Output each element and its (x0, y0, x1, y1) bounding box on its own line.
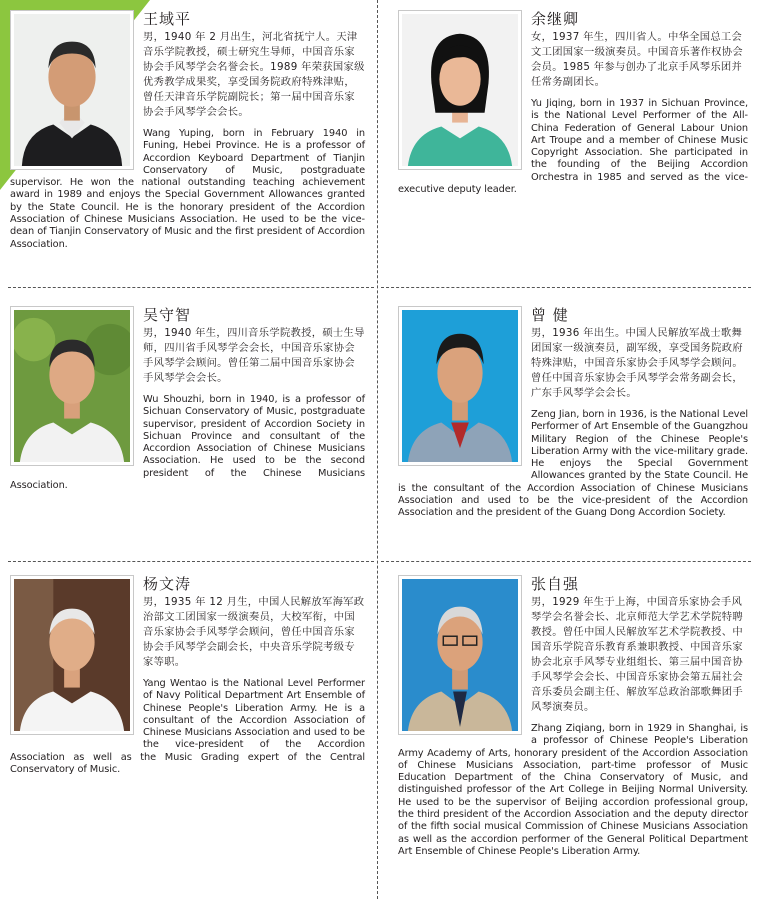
bio-entry-wu-shouzhi (10, 306, 365, 492)
row-divider-2-right (381, 561, 751, 562)
portrait-photo (398, 575, 522, 735)
person-name: 杨文涛 (143, 575, 192, 593)
person-name: 余继卿 (531, 10, 580, 28)
bio-english: Wu Shouzhi, born in 1940, is a professor of Sichuan Conservatory of Music, postgraduate supervisor, president of Accordion Society in Sichuan Province and consultant of the Accordion Association of Chinese Musicians Association. He used to be the second president of the Chinese Musicians Association. (10, 394, 365, 492)
portrait-photo (10, 575, 134, 735)
bio-chinese: 男，1940 年生，四川音乐学院教授，硕士生导师，四川省手风琴学会会长，中国音乐家协会手风琴学会顾问。曾任第二届中国音乐家协会手风琴学会会长。 (143, 327, 365, 384)
portrait-photo (10, 306, 134, 466)
bio-chinese: 女，1937 年生，四川省人。中华全国总工会文工团国家一级演奏员。中国音乐著作权协会会员。1985 年参与创办了北京手风琴乐团并任常务副团长。 (531, 31, 743, 88)
row-divider-1-right (381, 287, 751, 288)
person-name: 张自强 (531, 575, 580, 593)
bio-english: Wang Yuping, born in February 1940 in Funing, Hebei Province. He is a professor of Accordion Keyboard Department of Tianjin Conservatory of Music, postgraduate supervisor. He won the national outstanding teaching achievement award in 1989 and enjoys the Special Government Allowances granted by the State Council. He is the honorary president of the Accordion Association of Chinese Musicians Association. He used to be the vice-dean of Tianjin Conservatory of Music and the first president of Accordion Association. (10, 128, 365, 250)
bio-english: Zhang Ziqiang, born in 1929 in Shanghai, is a professor of Chinese People's Liberation Army Academy of Arts, honorary president of the Accordion Association of Chinese Musicians Association, part-time professor of Music Education Department of the China Conservatory of Music, and distinguished professor of the Art College in Beijing Normal University. He used to be the supervisor of Beijing accordion professional group, the third president of the Accordion Association and the deputy director of the fifth social musical Commission of Chinese Musicians Association as well as the accordion performer of the General Political Department Art Ensemble of Chinese People's Liberation Army. (398, 723, 748, 857)
person-name: 曾 健 (531, 306, 569, 324)
bio-entry-zeng-jian (398, 306, 748, 520)
portrait-photo (398, 10, 522, 170)
person-name: 王域平 (143, 10, 192, 28)
bio-chinese: 男，1936 年出生。中国人民解放军战士歌舞团国家一级演奏员，副军级，享受国务院政府特殊津贴，中国音乐家协会手风琴学会顾问。曾任中国音乐家协会手风琴学会常务副会长，广东手风琴学会会长。 (531, 327, 743, 399)
bio-english: Yu Jiqing, born in 1937 in Sichuan Province, is the National Level Performer of the All-China Federation of General Labour Union Art Troupe and a member of Chinese Music Copyright Association. She participated in the founding of the Beijing Accordion Orchestra in 1985 and served as the vice-executive deputy leader. (398, 98, 748, 196)
row-divider-2-left (8, 561, 374, 562)
portrait-photo (10, 10, 134, 170)
bio-english: Yang Wentao is the National Level Performer of Navy Political Department Art Ensemble of Chinese People's Liberation Army. He is a consultant of the Accordion Association of Chinese Musicians Association and used to be the vice-president of the Accordion Association as well as the Music Grading expert of the Central Conservatory of Music. (10, 678, 365, 776)
person-name: 吴守智 (143, 306, 192, 324)
row-divider-1-left (8, 287, 374, 288)
bio-entry-yu-jiqing (398, 10, 748, 196)
bio-entry-wang-yuping (10, 10, 365, 251)
bio-english: Zeng Jian, born in 1936, is the National Level Performer of Art Ensemble of the Guangzhou Military Region of the Chinese People's Liberation Army with the vice-military grade. He enjoys the Special Government Allowances granted by the State Council. He is the consultant of the Accordion Association of Chinese Musicians Association and used to be the vice-president of the Accordion Association and the president of the Guang Dong Accordion Society. (398, 409, 748, 519)
column-divider (377, 0, 378, 899)
bio-entry-yang-wentao (10, 575, 365, 776)
bio-chinese: 男，1929 年生于上海，中国音乐家协会手风琴学会名誉会长、北京师范大学艺术学院特聘教授。曾任中国人民解放军艺术学院教授、中国音乐学院音乐教育系兼职教授、中国音乐家协会北京手风琴专业组组长、第三届中国音协手风琴学会会长、中国音乐家协会第五届社会音乐委员会副主任、解放军总政治部歌舞团手风琴演奏员。 (531, 596, 743, 713)
bio-entry-zhang-ziqiang (398, 575, 748, 858)
bio-chinese: 男，1940 年 2 月出生，河北省抚宁人。天津音乐学院教授，硕士研究生导师，中国音乐家协会手风琴学会名誉会长。1989 年荣获国家级优秀教学成果奖，享受国务院政府特殊津贴，曾任天津音乐学院副院长；第一届中国音乐家协会手风琴学会会长。 (143, 31, 365, 118)
bio-chinese: 男，1935 年 12 月生，中国人民解放军海军政治部文工团国家一级演奏员，大校军衔，中国音乐家协会手风琴学会顾问，曾任中国音乐家协会手风琴学会副会长，中央音乐学院考级专家等职。 (143, 596, 365, 668)
portrait-photo (398, 306, 522, 466)
